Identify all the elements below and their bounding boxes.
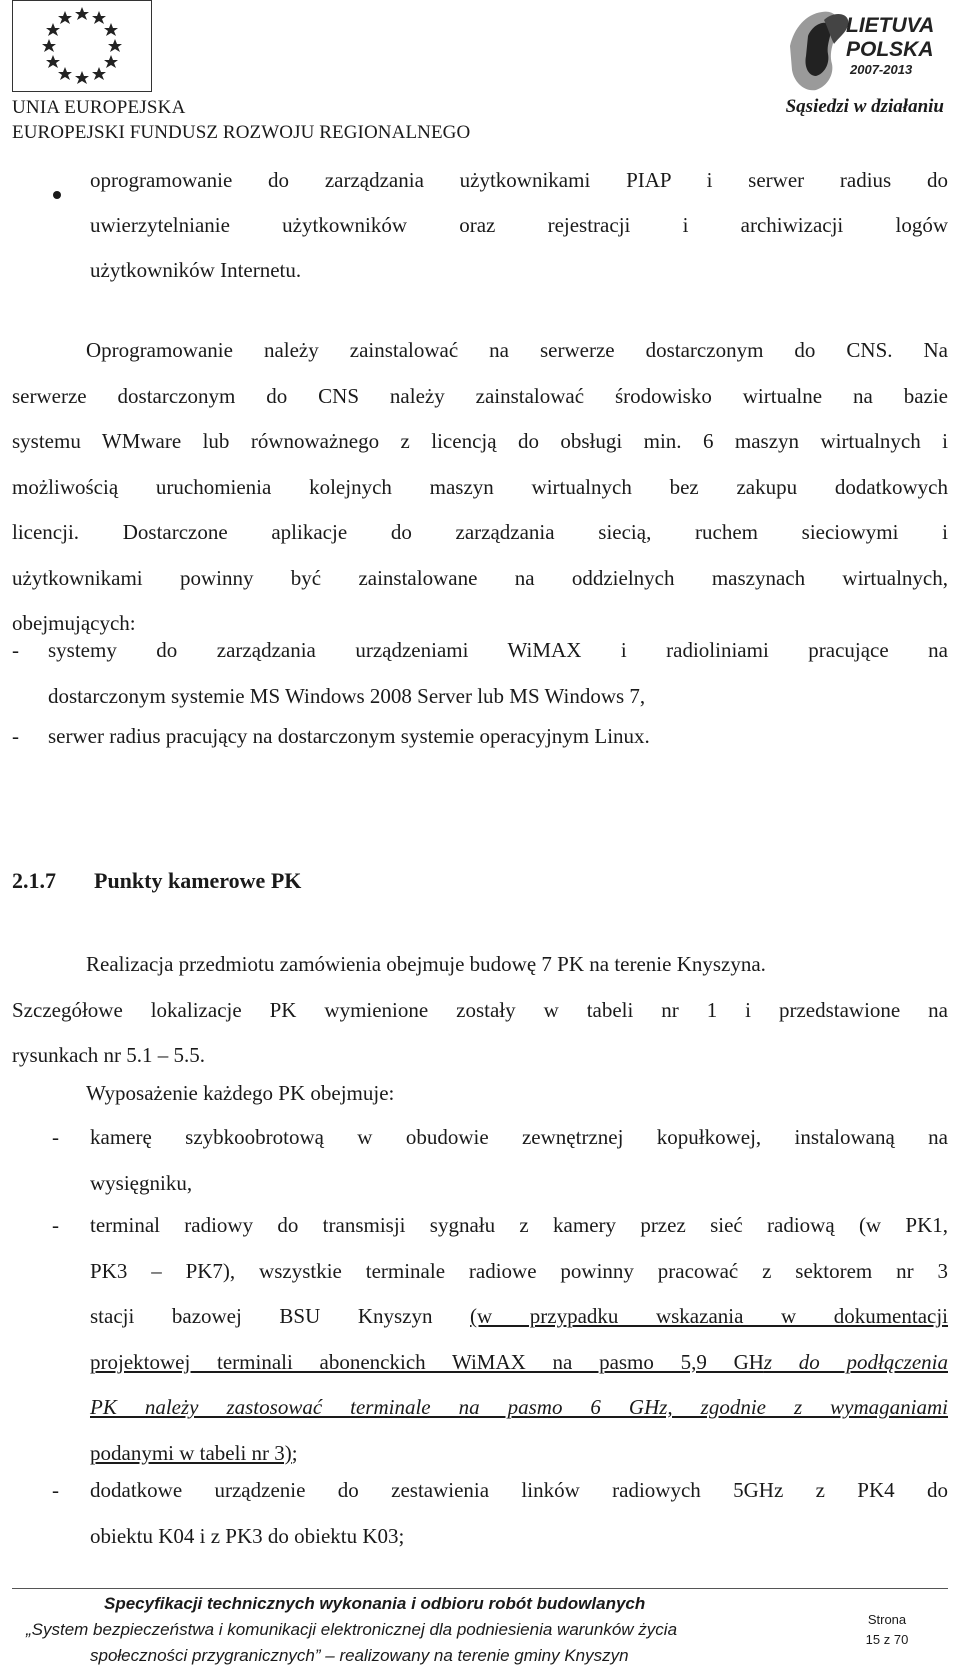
dash-line: serwer radius pracujący na dostarczonym systemie operacyjnym Linux.	[48, 724, 650, 748]
dash-symbol: -	[12, 638, 19, 662]
eu-flag-logo	[12, 0, 152, 92]
bullet-item	[90, 158, 948, 293]
page-footer	[0, 1590, 960, 1675]
dash-symbol: -	[52, 1125, 59, 1149]
page-number	[852, 1610, 922, 1650]
dash-line: obiektu K04 i z PK3 do obiektu K03;	[90, 1523, 405, 1548]
program-motto: Sąsiedzi w działaniu	[785, 96, 944, 117]
dash-line-underlined: projektowej terminali abonenckich WiMAX na pasmo 5,9 GH	[90, 1349, 764, 1374]
dash-line-italic: z do podłączenia	[763, 1349, 948, 1374]
paragraph-line: Realizacja przedmiotu zamówienia obejmuje budowę 7 PK na terenie Knyszyna.	[86, 952, 766, 976]
logo-years-text: 2007-2013	[850, 62, 913, 77]
dash-symbol: -	[12, 724, 19, 748]
bullet-line: oprogramowanie do zarządzania użytkownikami PIAP i serwer radius do	[90, 168, 948, 192]
paragraph-line: rysunkach nr 5.1 – 5.5.	[12, 1043, 206, 1067]
eu-union-label: UNIA EUROPEJSKA	[12, 97, 186, 118]
dash-line: terminal radiowy do transmisji sygnału z kamery przez sieć radiową (w PK1,	[90, 1213, 948, 1237]
bullet-line: użytkowników Internetu.	[90, 258, 302, 282]
paragraph-line: Szczegółowe lokalizacje PK wymienione zostały w tabeli nr 1 i przedstawione na	[12, 997, 948, 1022]
logo-polska-text: POLSKA	[846, 38, 934, 61]
dash-line-tail: ;	[291, 1440, 298, 1465]
dash-line: systemy do zarządzania urządzeniami WiMAX i radioliniami pracujące na	[48, 638, 948, 662]
bullet-icon	[53, 191, 61, 199]
lietuva-polska-logo	[788, 6, 948, 94]
footer-spec-title: Specyfikacji technicznych wykonania i odbioru robót budowlanych	[104, 1594, 646, 1613]
dash-line: wysięgniku,	[90, 1170, 193, 1195]
footer-project-line1: „System bezpieczeństwa i komunikacji elektronicznej dla podniesienia warunków życia	[26, 1620, 678, 1639]
section-title: Punkty kamerowe PK	[94, 868, 302, 893]
dash-line	[90, 1294, 948, 1340]
footer-divider	[12, 1588, 948, 1589]
dash-line	[90, 1385, 948, 1431]
dash-line: kamerę szybkoobrotową w obudowie zewnętrznej kopułkowej, instalowaną na	[90, 1125, 948, 1149]
dash-line-underlined: podanymi w tabeli nr 3)	[90, 1440, 292, 1465]
logo-lietuva-text: LIETUVA	[846, 14, 935, 37]
dash-line: dostarczonym systemie MS Windows 2008 Server lub MS Windows 7,	[48, 683, 646, 708]
dash-symbol: -	[52, 1213, 59, 1237]
bullet-line: uwierzytelnianie użytkowników oraz rejestracji i archiwizacji logów	[90, 213, 948, 237]
dash-line	[90, 1340, 948, 1386]
page-count: 15 z 70	[865, 1632, 909, 1647]
dash-line-italic: PK należy zastosować terminale na pasmo 6 GHz, zgodnie z wymaganiami	[90, 1395, 948, 1419]
paragraph-line: możliwością uruchomienia kolejnych maszyn wirtualnych bez zakupu dodatkowych	[12, 474, 948, 499]
paragraph-line: systemu WMware lub równoważnego z licencją do obsługi min. 6 maszyn wirtualnych i	[12, 429, 948, 453]
dash-line: PK3 – PK7), wszystkie terminale radiowe powinny pracować z sektorem nr 3	[90, 1258, 948, 1283]
paragraph-line: użytkownikami powinny być zainstalowane na oddzielnych maszynach wirtualnych,	[12, 565, 948, 590]
dash-line-plain: stacji bazowej BSU Knyszyn	[90, 1304, 471, 1328]
dash-line: dodatkowe urządzenie do zestawienia linków radiowych 5GHz z PK4 do	[90, 1478, 948, 1502]
paragraph-installation	[12, 328, 948, 647]
section-heading	[12, 868, 301, 894]
paragraph-line: licencji. Dostarczone aplikacje do zarządzania siecią, ruchem sieciowymi i	[12, 520, 948, 544]
paragraph-scope	[12, 942, 948, 1079]
footer-project-line2: społeczności przygranicznych” – realizowany na terenie gminy Knyszyn	[90, 1646, 629, 1665]
eu-fund-label: EUROPEJSKI FUNDUSZ ROZWOJU REGIONALNEGO	[12, 122, 471, 143]
section-number: 2.1.7	[12, 868, 56, 893]
dash-symbol: -	[52, 1478, 59, 1502]
page-header	[0, 0, 960, 150]
paragraph-line: Oprogramowanie należy zainstalować na serwerze dostarczonym do CNS. Na	[86, 338, 948, 362]
page-label: Strona	[867, 1612, 907, 1627]
paragraph-line: serwerze dostarczonym do CNS należy zainstalować środowisko wirtualne na bazie	[12, 383, 948, 408]
dash-line-underlined: (w przypadku wskazania w dokumentacji	[470, 1304, 949, 1328]
paragraph-line: obejmujących:	[12, 611, 136, 635]
paragraph-equipment-intro: Wyposażenie każdego PK obejmuje:	[86, 1081, 395, 1105]
